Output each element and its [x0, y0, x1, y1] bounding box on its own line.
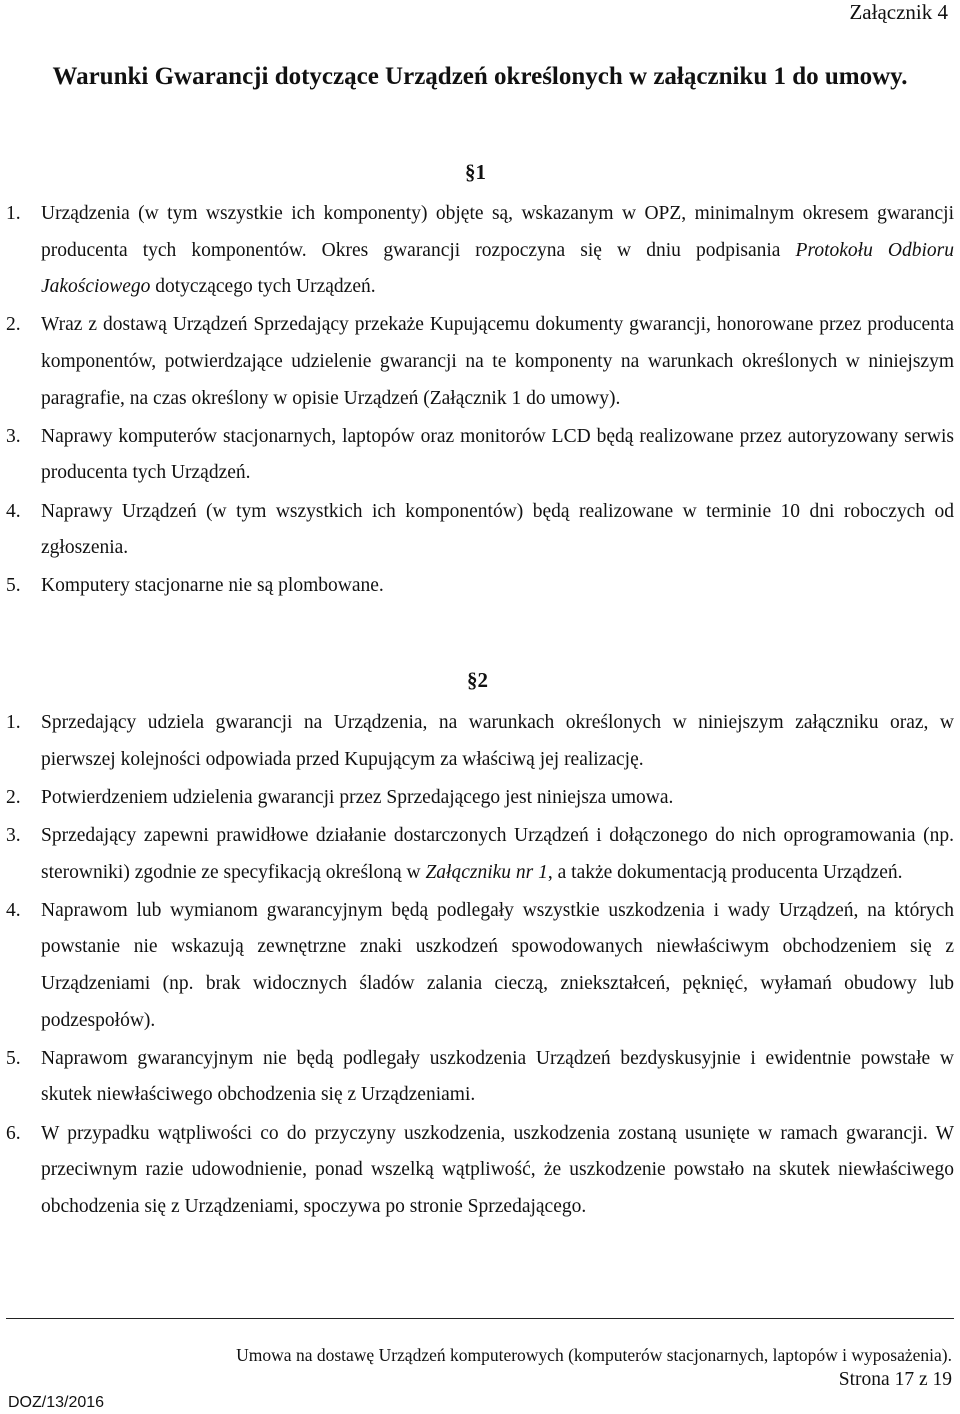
item-emphasis: Protokołu Odbioru Jakościowego	[41, 239, 954, 298]
list-item	[6, 780, 954, 817]
item-number: 3.	[6, 425, 21, 447]
item-number: 1.	[6, 203, 21, 224]
item-text: Sprzedający udziela gwarancji na Urządzenia, na warunkach określonych w niniejszym załączniku oraz, w pierwszej kolejności odpowiada przed Kupującym za właściwą jej realizację.	[41, 712, 954, 770]
list-item	[6, 1041, 954, 1114]
list-item	[6, 196, 954, 306]
item-emphasis: Załączniku nr 1	[425, 861, 548, 883]
item-text: Wraz z dostawą Urządzeń Sprzedający przekaże Kupującemu dokumenty gwarancji, honorowane przez producenta komponentów, potwierdzające udzielenie gwarancji na te komponenty na warunkach określonych w niniejszym paragrafie, na czas określony w opisie Urządzeń (Załącznik 1 do umowy).	[41, 314, 954, 409]
section-2-mark: §2	[467, 668, 488, 692]
document-title: Warunki Gwarancji dotyczące Urządzeń określonych w załączniku 1 do umowy.	[52, 63, 908, 90]
list-item	[6, 419, 954, 492]
item-number: 6.	[6, 1122, 21, 1144]
item-number: 3.	[6, 824, 21, 846]
footer-contract-title: Umowa na dostawę Urządzeń komputerowych (komputerów stacjonarnych, laptopów i wyposażenia).	[236, 1345, 952, 1365]
list-item	[6, 494, 954, 567]
item-text: Komputery stacjonarne nie są plombowane.	[41, 575, 384, 597]
item-text-tail: , a także dokumentacją producenta Urządzeń.	[547, 861, 903, 883]
list-item	[6, 1116, 954, 1226]
list-item	[6, 568, 954, 605]
item-text: Urządzenia (w tym wszystkie ich komponenty) objęte są, wskazanym w OPZ, minimalnym okresem gwarancji producenta tych komponentów. Okres gwarancji rozpoczyna się w dniu podpisania	[41, 203, 954, 261]
document-reference: DOZ/13/2016	[8, 1394, 105, 1411]
item-text: Potwierdzeniem udzielenia gwarancji przez Sprzedającego jest niniejsza umowa.	[41, 786, 674, 808]
item-number: 2.	[6, 786, 21, 808]
item-text: Naprawom lub wymianom gwarancyjnym będą podlegały wszystkie uszkodzenia i wady Urządzeń, na których powstanie nie wskazują zewnętrzne znaki uszkodzeń spowodowanych niewłaściwym obchodzeniem się z Urządzeniami (np. brak widocznych śladów zalania cieczą, zniekształceń, pęknięć, wyłamań obudowy lub podzespołów).	[41, 899, 954, 1031]
item-number: 1.	[6, 712, 21, 733]
section-2-list	[6, 705, 954, 1227]
item-text: W przypadku wątpliwości co do przyczyny uszkodzenia, uszkodzenia zostaną usunięte w ramach gwarancji. W przeciwnym razie udowodnienie, ponad wszelką wątpliwość, że uszkodzenie powstało na skutek niewłaściwego obchodzenia się z Urządzeniami, spoczywa po stronie Sprzedającego.	[41, 1122, 954, 1217]
item-text-tail: dotyczącego tych Urządzeń.	[150, 276, 376, 298]
item-number: 4.	[6, 500, 21, 522]
item-number: 5.	[6, 1047, 21, 1069]
item-text: Sprzedający zapewni prawidłowe działanie dostarczonych Urządzeń i dołączonego do nich oprogramowania (np. sterowniki) zgodnie ze specyfikacją określoną w	[41, 824, 954, 883]
item-number: 5.	[6, 575, 21, 597]
list-item	[6, 705, 954, 778]
list-item	[6, 818, 954, 891]
item-number: 4.	[6, 899, 21, 921]
list-item	[6, 893, 954, 1039]
section-1-list	[6, 196, 954, 607]
section-1-mark: §1	[465, 160, 486, 184]
item-number: 2.	[6, 314, 21, 336]
annex-label: Załącznik 4	[849, 0, 948, 24]
page-number: Strona 17 z 19	[838, 1369, 952, 1390]
item-text: Naprawy Urządzeń (w tym wszystkich ich komponentów) będą realizowane w terminie 10 dni roboczych od zgłoszenia.	[41, 500, 954, 559]
item-text: Naprawy komputerów stacjonarnych, laptopów oraz monitorów LCD będą realizowane przez autoryzowany serwis producenta tych Urządzeń.	[41, 425, 954, 484]
footer-divider	[6, 1318, 954, 1319]
list-item	[6, 307, 954, 417]
item-text: Naprawom gwarancyjnym nie będą podlegały uszkodzenia Urządzeń bezdyskusyjnie i ewidentnie powstałe w skutek niewłaściwego obchodzenia się z Urządzeniami.	[41, 1047, 954, 1106]
